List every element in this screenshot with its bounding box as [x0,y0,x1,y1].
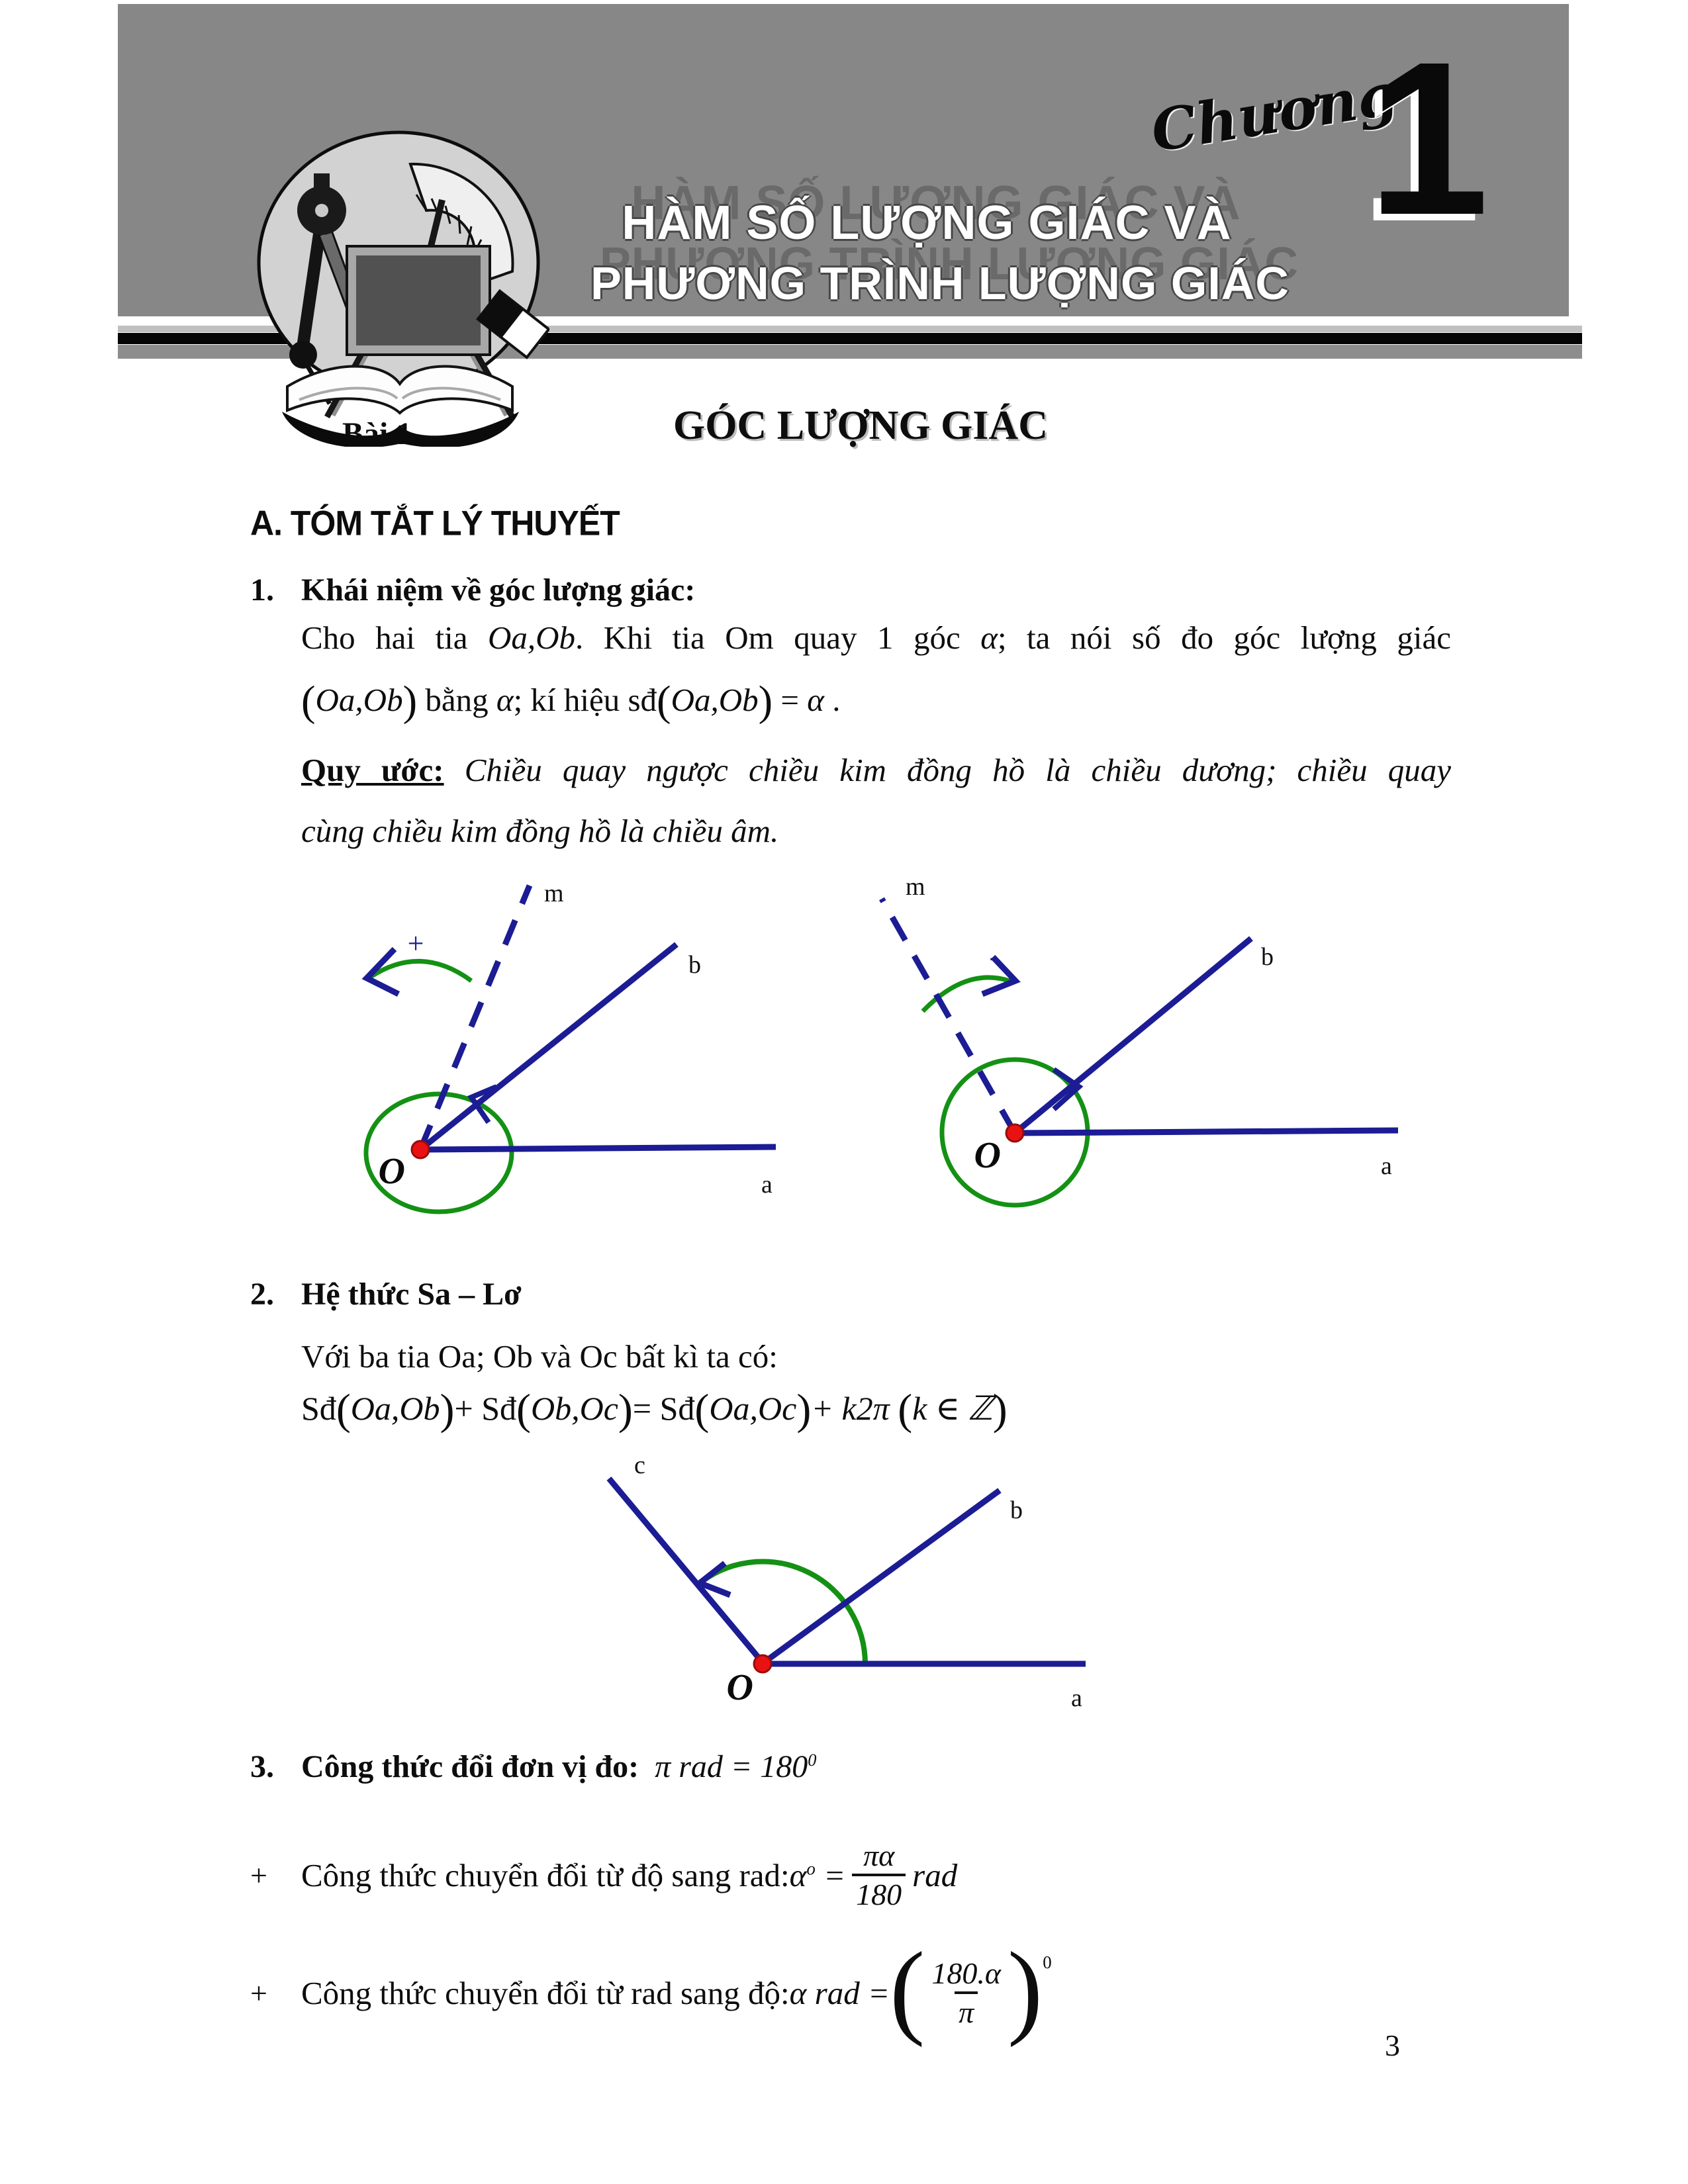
ray-b [1015,938,1251,1133]
chasles-formula: Sđ(Oa,Ob)+ Sđ(Ob,Oc)= Sđ(Oa,Oc)+ k2π (k ∈ ℤ) [301,1385,1008,1434]
item1-number: 1. [250,572,274,608]
math-lhs: $\alpha^o$ = [789,1856,846,1893]
fraction-numerator: πα [863,1838,895,1872]
label-minus: - [989,940,1000,973]
ray-c [609,1479,763,1662]
text-run: . [824,682,841,718]
fraction [852,1837,906,1913]
text-run: ; kí hiệu sđ [513,682,657,718]
lesson-label: Bài 1. [342,416,420,451]
positive-angle-diagram [298,854,801,1257]
convention-line1 [301,747,1451,794]
text-run: . Khi tia Om quay 1 góc [575,619,981,656]
chapter-title-line2: PHƯƠNG TRÌNH LƯỢNG GIÁC [590,257,1289,309]
math-run: + k2π [811,1390,898,1427]
convention-label: Quy ước: [301,752,444,788]
label-a: a [1071,1684,1082,1712]
plus-bullet: + [250,1858,267,1892]
label-b: b [1010,1496,1023,1524]
rad-to-deg-text: Công thức chuyển đổi từ rad sang độ: [301,1974,790,2011]
chapter-number: 1 [1368,16,1489,260]
sd-token: Sđ [659,1390,695,1427]
math-run: Oa,Ob [350,1390,440,1427]
text-run: = [773,682,808,718]
origin-dot [412,1141,429,1158]
convention-line2: cùng chiều kim đồng hồ là chiều âm. [301,813,779,849]
label-origin: O [726,1667,753,1708]
paren: ( [657,676,671,725]
math-run: α [496,682,514,718]
chapter-word: Chương [1147,60,1402,165]
superscript: o [806,1858,816,1879]
sd-token: Sđ [301,1390,336,1427]
paren: ( [301,676,316,725]
rotation-arc [371,961,471,981]
superscript: 0 [808,1750,817,1770]
ray-a [1017,1130,1398,1133]
item2-heading [250,1276,522,1312]
label-plus: + [407,927,424,960]
plus-bullet: + [250,1976,267,2010]
rad-to-deg-row: + Công thức chuyển đổi từ rad sang độ: α rad = ( $\frac{180.\alpha}{\pi}$ ) $^0$ [250,1930,1052,2048]
ray-b [764,1490,1000,1662]
fraction-denominator: π [955,1991,978,2030]
chapter-title-line1: HÀM SỐ LƯỢNG GIÁC VÀ [622,197,1232,250]
deg-to-rad-row [250,1819,957,1931]
item2-number: 2. [250,1277,274,1312]
math-lhs: α rad = [789,1974,890,2011]
page-number: 3 [1385,2028,1400,2062]
page-title: GÓC LƯỢNG GIÁC [673,403,1049,448]
paragraph-line1 [301,614,1451,661]
ray-a [424,1147,776,1150]
label-b: b [1261,943,1274,971]
paragraph-line2 [301,676,841,723]
operator: = [632,1390,660,1427]
fraction [931,1955,1001,2030]
math-run: α [807,682,825,718]
label-a: a [1381,1152,1392,1180]
math-tools-logo-icon [253,126,549,447]
ray-m-dashed [420,886,530,1150]
negative-angle-diagram [854,854,1430,1257]
three-rays-diagram [563,1436,1158,1747]
text-run: Cho hai tia [301,619,488,656]
math-run: Oa,Ob [488,619,576,656]
unit-rad: rad [912,1856,958,1893]
label-origin: O [378,1151,405,1192]
label-m: m [906,873,925,901]
unit-formula: π rad = $180^0$ [655,1749,817,1784]
item3-title: Công thức đổi đơn vị đo: [301,1749,639,1784]
operator: + [454,1390,482,1427]
origin-dot [1006,1124,1023,1142]
math-run: Oa,Oc [709,1390,797,1427]
label-c: c [634,1451,645,1479]
deg-to-rad-text: Công thức chuyển đổi từ độ sang rad: [301,1856,790,1893]
convention-text: Chiều quay ngược chiều kim đồng hồ là chiều dương; chiều quay [464,752,1452,788]
label-b: b [688,951,701,979]
item3-number: 3. [250,1749,274,1784]
math-run: Oa,Ob [671,682,759,718]
item3-heading [250,1749,817,1785]
sd-token: Sđ [481,1390,517,1427]
item1-heading [250,572,695,608]
label-m: m [544,880,564,907]
fraction-denominator: 180 [852,1874,906,1913]
drawing-board-icon [347,246,490,355]
math-run: Ob,Oc [531,1390,618,1427]
text-run: bằng [417,682,496,718]
math-run: Oa,Ob [315,682,403,718]
math-run: k ∈ ℤ [912,1390,993,1427]
item2-line: Với ba tia Oa; Ob và Oc bất kì ta có: [301,1338,778,1375]
item2-title: Hệ thức Sa – Lơ [301,1277,522,1312]
superscript: 0 [1043,1952,1052,1972]
label-a: a [761,1171,773,1199]
item1-title: Khái niệm về góc lượng giác: [301,572,696,608]
paren: ) [758,676,773,725]
label-origin: O [974,1135,1001,1176]
paren: ) [402,676,418,725]
math-run: α [980,619,998,656]
fraction-numerator: 180.α [931,1956,1001,1990]
section-a-heading: A. TÓM TẮT LÝ THUYẾT [250,504,620,543]
origin-dot [754,1655,771,1672]
text-run: ; ta nói số đo góc lượng giác [997,619,1451,656]
